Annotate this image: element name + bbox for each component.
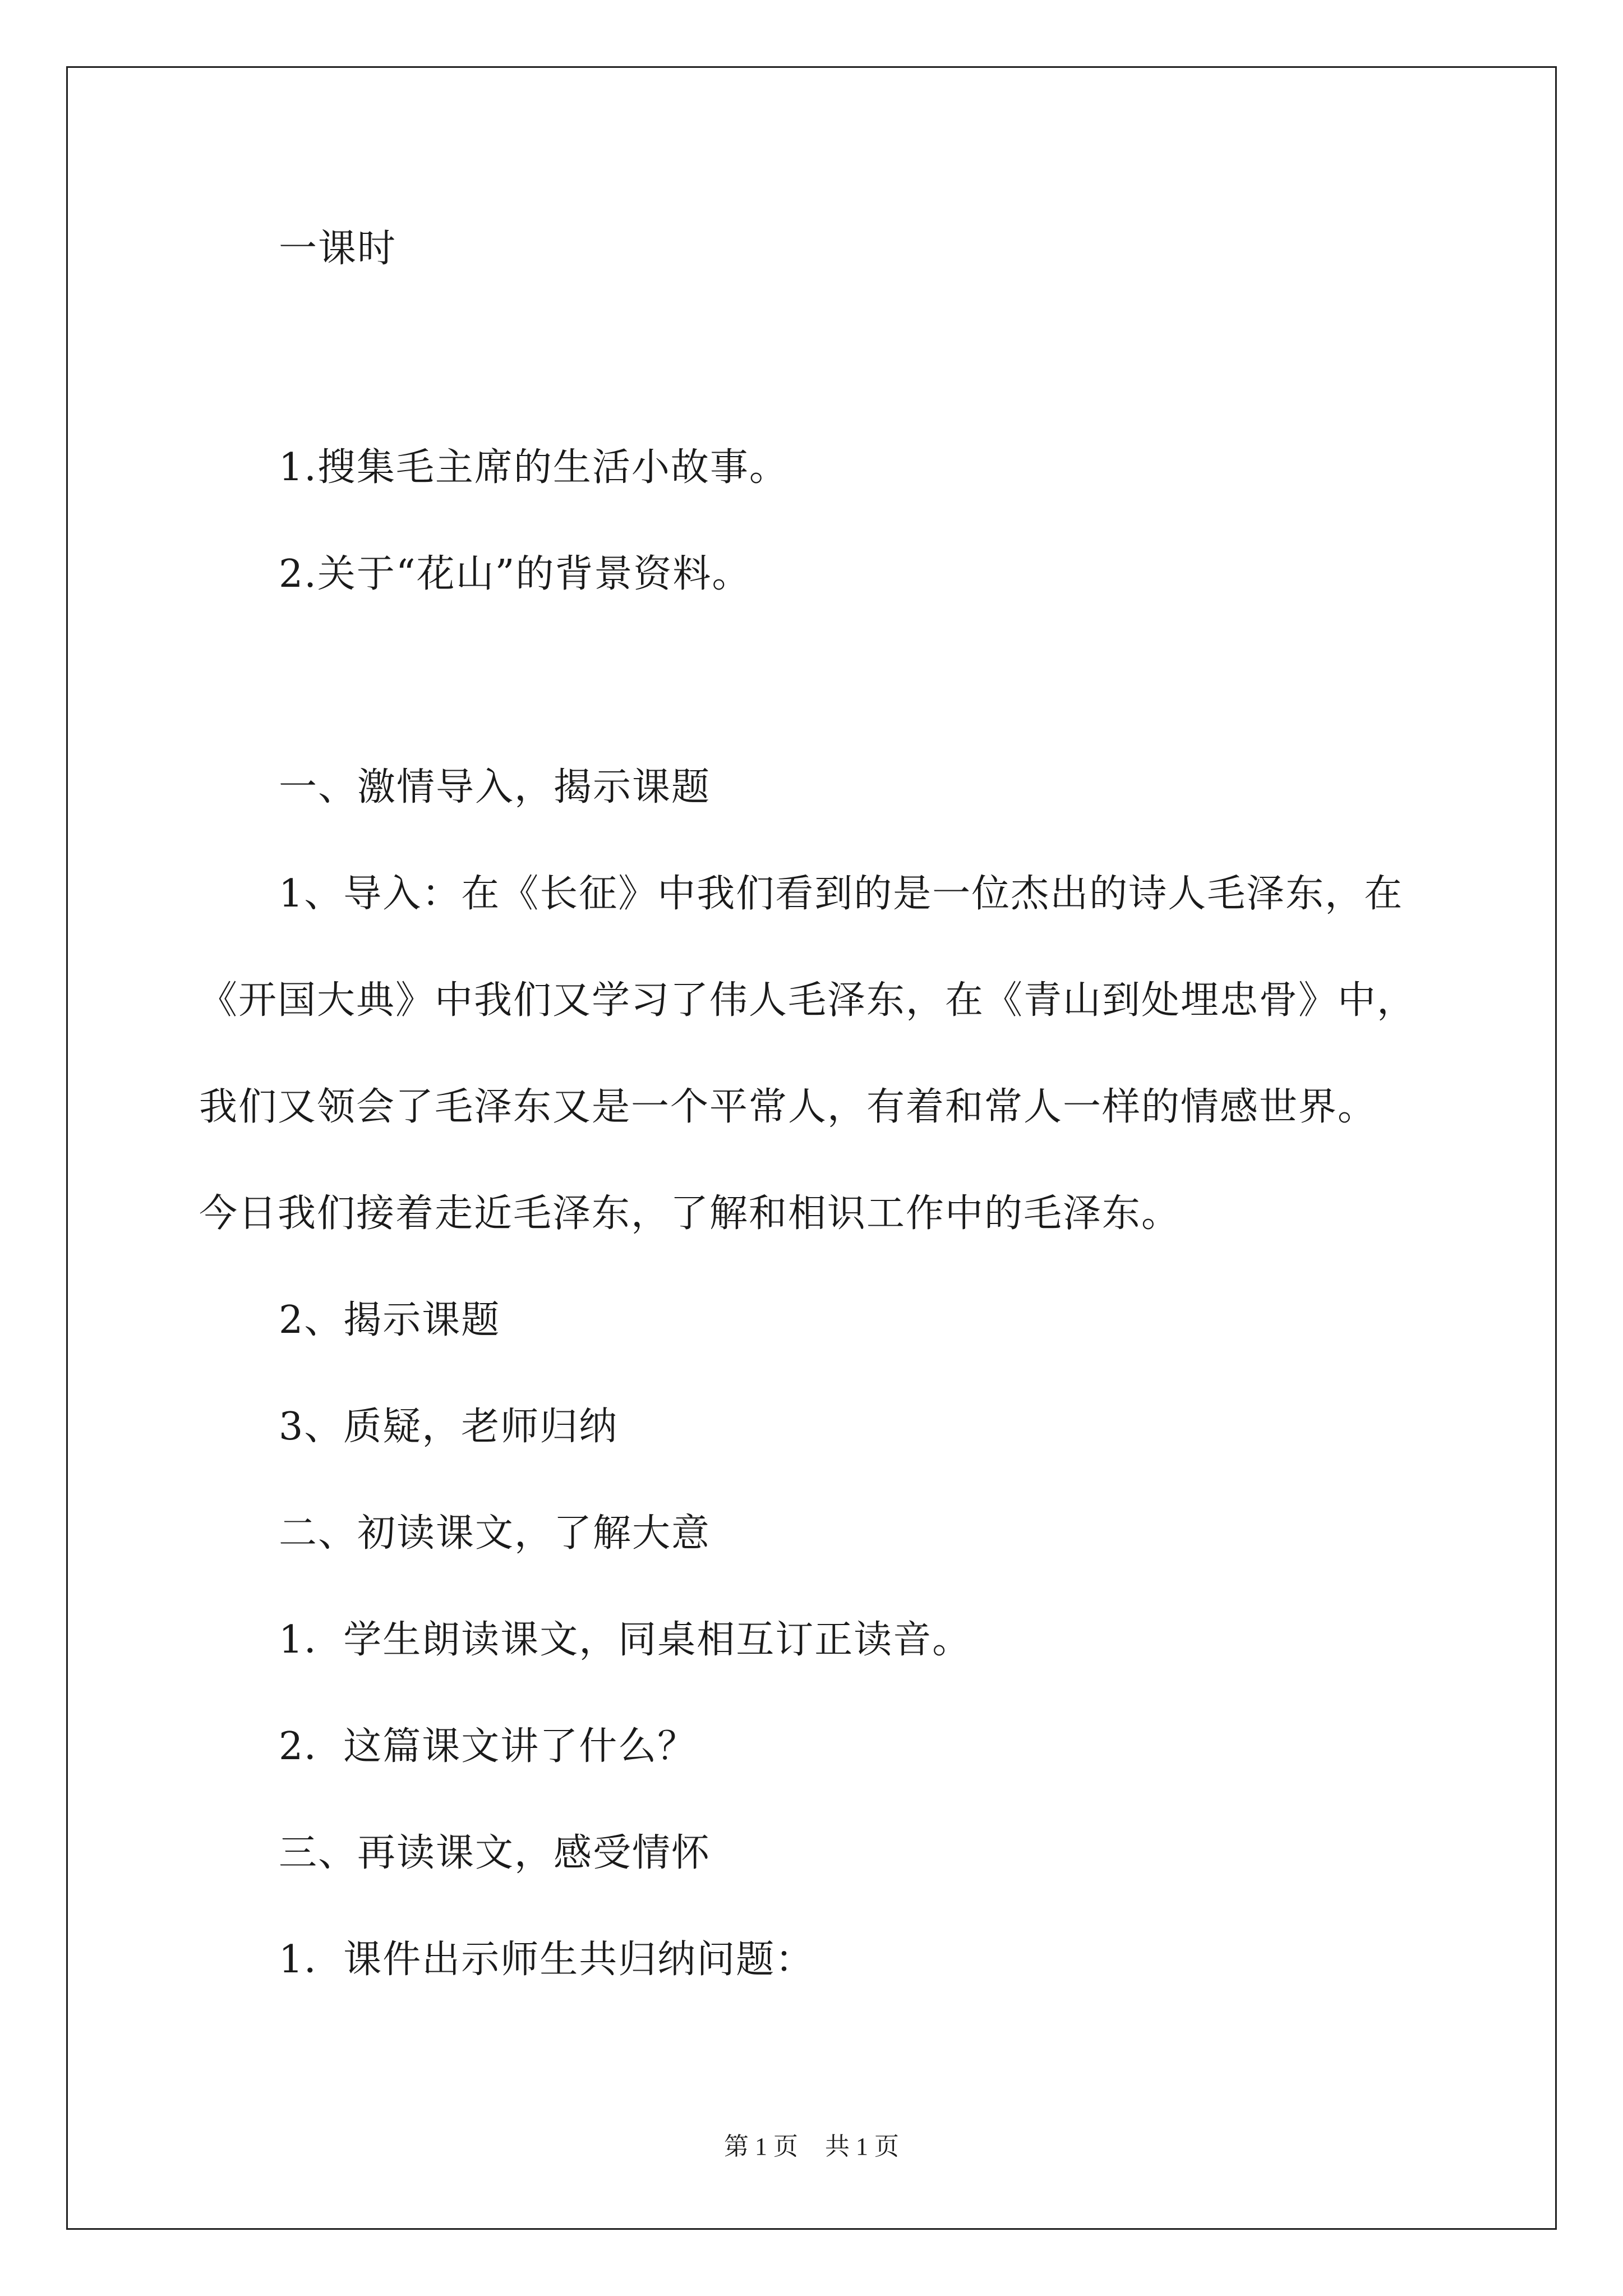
list-item: 2．这篇课文讲了什么？ xyxy=(279,1724,697,1769)
list-item: 1．学生朗读课文，同桌相互订正读音。 xyxy=(279,1618,972,1662)
paragraph-line: 今日我们接着走近毛泽东，了解和相识工作中的毛泽东。 xyxy=(199,1191,1181,1236)
page-footer xyxy=(0,2134,1623,2159)
prep-item-1: 1.搜集毛主席的生活小故事。 xyxy=(279,445,789,490)
paragraph-line: 我们又领会了毛泽东又是一个平常人，有着和常人一样的情感世界。 xyxy=(199,1085,1377,1129)
section-heading-2: 二、初读课文，了解大意 xyxy=(279,1511,711,1556)
page-border xyxy=(66,66,1557,2230)
list-item: 1．课件出示师生共归纳问题： xyxy=(279,1938,815,1982)
paragraph-line: 《开国大典》中我们又学习了伟人毛泽东，在《青山到处埋忠骨》中， xyxy=(199,978,1417,1023)
lesson-period-heading: 一课时 xyxy=(279,227,397,271)
section-heading-1: 一、激情导入，揭示课题 xyxy=(279,765,711,809)
page-number: 第 1 页 xyxy=(724,2133,798,2160)
list-item: 3、质疑，老师归纳 xyxy=(279,1405,619,1449)
prep-item-2: 2.关于“花山”的背景资料。 xyxy=(279,552,751,596)
page-total: 共 1 页 xyxy=(825,2133,899,2160)
list-item: 2、揭示课题 xyxy=(279,1298,501,1342)
paragraph-line: 1、导入：在《长征》中我们看到的是一位杰出的诗人毛泽东，在 xyxy=(279,872,1404,916)
section-heading-3: 三、再读课文，感受情怀 xyxy=(279,1831,711,1875)
